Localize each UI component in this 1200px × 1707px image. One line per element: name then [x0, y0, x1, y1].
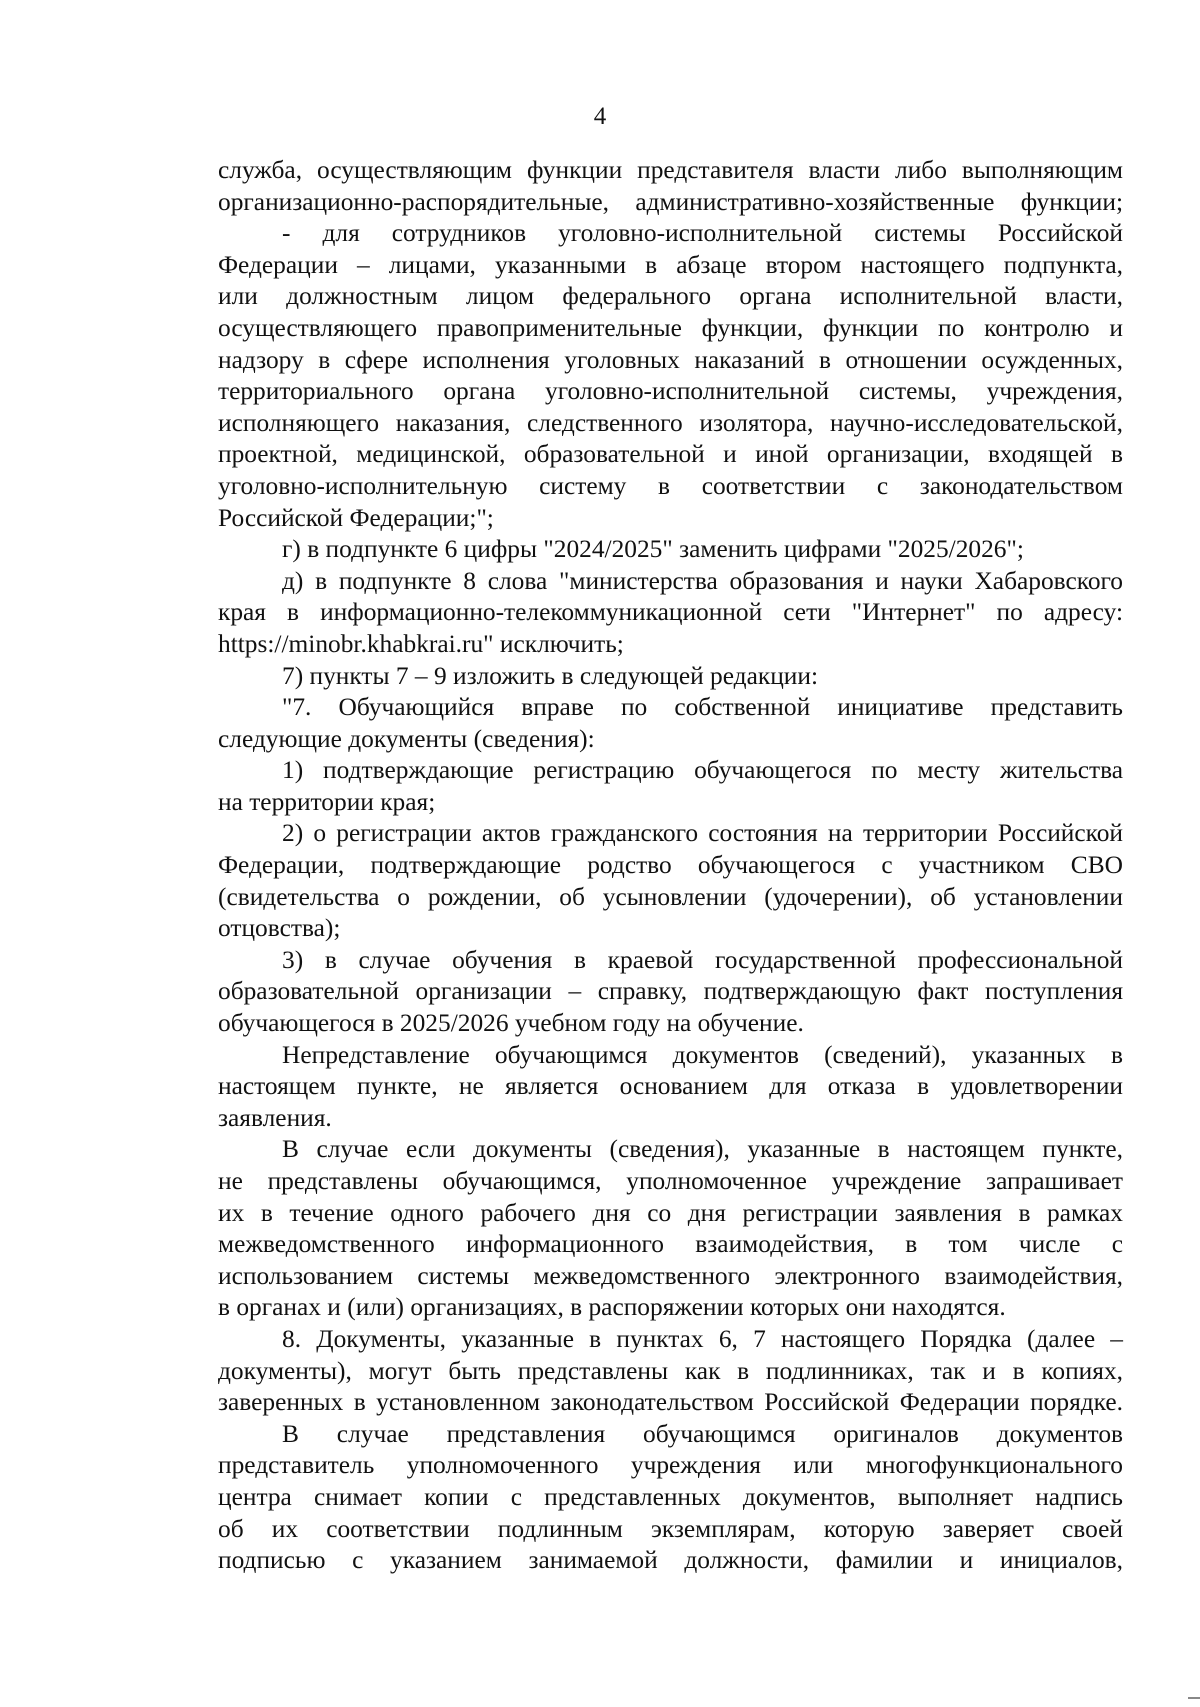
text-line: заверенных в установленном законодательством Российской Федерации порядке. [218, 1388, 1123, 1417]
text-line: следующие документы (сведения): [218, 724, 595, 753]
text-line: их в течение одного рабочего дня со дня регистрации заявления в рамках [218, 1198, 1123, 1227]
text-line: края в информационно-телекоммуникационной сети "Интернет" по адресу: [218, 598, 1123, 627]
text-line: (свидетельства о рождении, об усыновлении (удочерении), об установлении [218, 882, 1123, 911]
text-line: или должностным лицом федерального органа исполнительной власти, [218, 282, 1123, 311]
text-line: на территории края; [218, 787, 436, 816]
text-line: 7) пункты 7 – 9 изложить в следующей редакции: [282, 661, 819, 690]
text-line: 2) о регистрации актов гражданского состояния на территории Российской [282, 819, 1123, 848]
text-line: 1) подтверждающие регистрацию обучающегося по месту жительства [282, 756, 1123, 785]
text-line: организационно-распорядительные, административно-хозяйственные функции; [218, 187, 1123, 216]
text-line: Федерации – лицами, указанными в абзаце втором настоящего подпункта, [218, 250, 1123, 279]
text-line: https://minobr.khabkrai.ru" исключить; [218, 629, 624, 658]
text-line: В случае если документы (сведения), указанные в настоящем пункте, [282, 1135, 1123, 1164]
text-line: "7. Обучающийся вправе по собственной инициативе представить [282, 693, 1123, 722]
text-line: использованием системы межведомственного электронного взаимодействия, [218, 1261, 1123, 1290]
text-line: в органах и (или) организациях, в распоряжении которых они находятся. [218, 1293, 1006, 1322]
text-line: подписью с указанием занимаемой должности, фамилии и инициалов, [218, 1546, 1123, 1575]
text-line: обучающегося в 2025/2026 учебном году на обучение. [218, 1009, 804, 1038]
text-line: - для сотрудников уголовно-исполнительной системы Российской [282, 219, 1123, 248]
scan-edge-mark [1188, 1697, 1200, 1699]
text-line: осуществляющего правоприменительные функции, функции по контролю и [218, 313, 1123, 342]
text-line: отцовства); [218, 914, 341, 943]
text-line: территориального органа уголовно-исполнительной системы, учреждения, [218, 377, 1123, 406]
text-line: надзору в сфере исполнения уголовных наказаний в отношении осужденных, [218, 345, 1123, 374]
text-line: об их соответствии подлинным экземплярам, которую заверяет своей [218, 1514, 1123, 1543]
page-number: 4 [593, 103, 607, 130]
text-line: Федерации, подтверждающие родство обучающегося с участником СВО [218, 851, 1123, 880]
text-line: 3) в случае обучения в краевой государственной профессиональной [282, 945, 1123, 974]
text-line: центра снимает копии с представленных документов, выполняет надпись [218, 1482, 1123, 1511]
text-line: д) в подпункте 8 слова "министерства образования и науки Хабаровского [282, 566, 1123, 595]
text-line: Непредставление обучающимся документов (сведений), указанных в [282, 1040, 1123, 1069]
text-line: заявления. [218, 1103, 332, 1132]
text-line: уголовно-исполнительную систему в соответствии с законодательством [218, 471, 1123, 500]
document-body [218, 155, 1123, 1577]
text-line: представитель уполномоченного учреждения или многофункционального [218, 1451, 1123, 1480]
text-line: межведомственного информационного взаимодействия, в том числе с [218, 1230, 1123, 1259]
text-line: служба, осуществляющим функции представителя власти либо выполняющим [218, 156, 1123, 184]
text-line: настоящем пункте, не является основанием для отказа в удовлетворении [218, 1072, 1123, 1101]
text-line: проектной, медицинской, образовательной и иной организации, входящей в [218, 440, 1123, 469]
text-line: г) в подпункте 6 цифры "2024/2025" заменить цифрами "2025/2026"; [282, 535, 1024, 564]
text-line: не представлены обучающимся, уполномоченное учреждение запрашивает [218, 1167, 1123, 1195]
text-line: исполняющего наказания, следственного изолятора, научно-исследовательской, [218, 408, 1123, 437]
text-line: документы), могут быть представлены как в подлинниках, так и в копиях, [218, 1356, 1123, 1385]
text-line: В случае представления обучающимся оригиналов документов [282, 1419, 1123, 1448]
text-line: 8. Документы, указанные в пунктах 6, 7 настоящего Порядка (далее – [282, 1324, 1123, 1353]
text-line: образовательной организации – справку, подтверждающую факт поступления [218, 977, 1123, 1006]
text-line: Российской Федерации;"; [218, 503, 494, 532]
